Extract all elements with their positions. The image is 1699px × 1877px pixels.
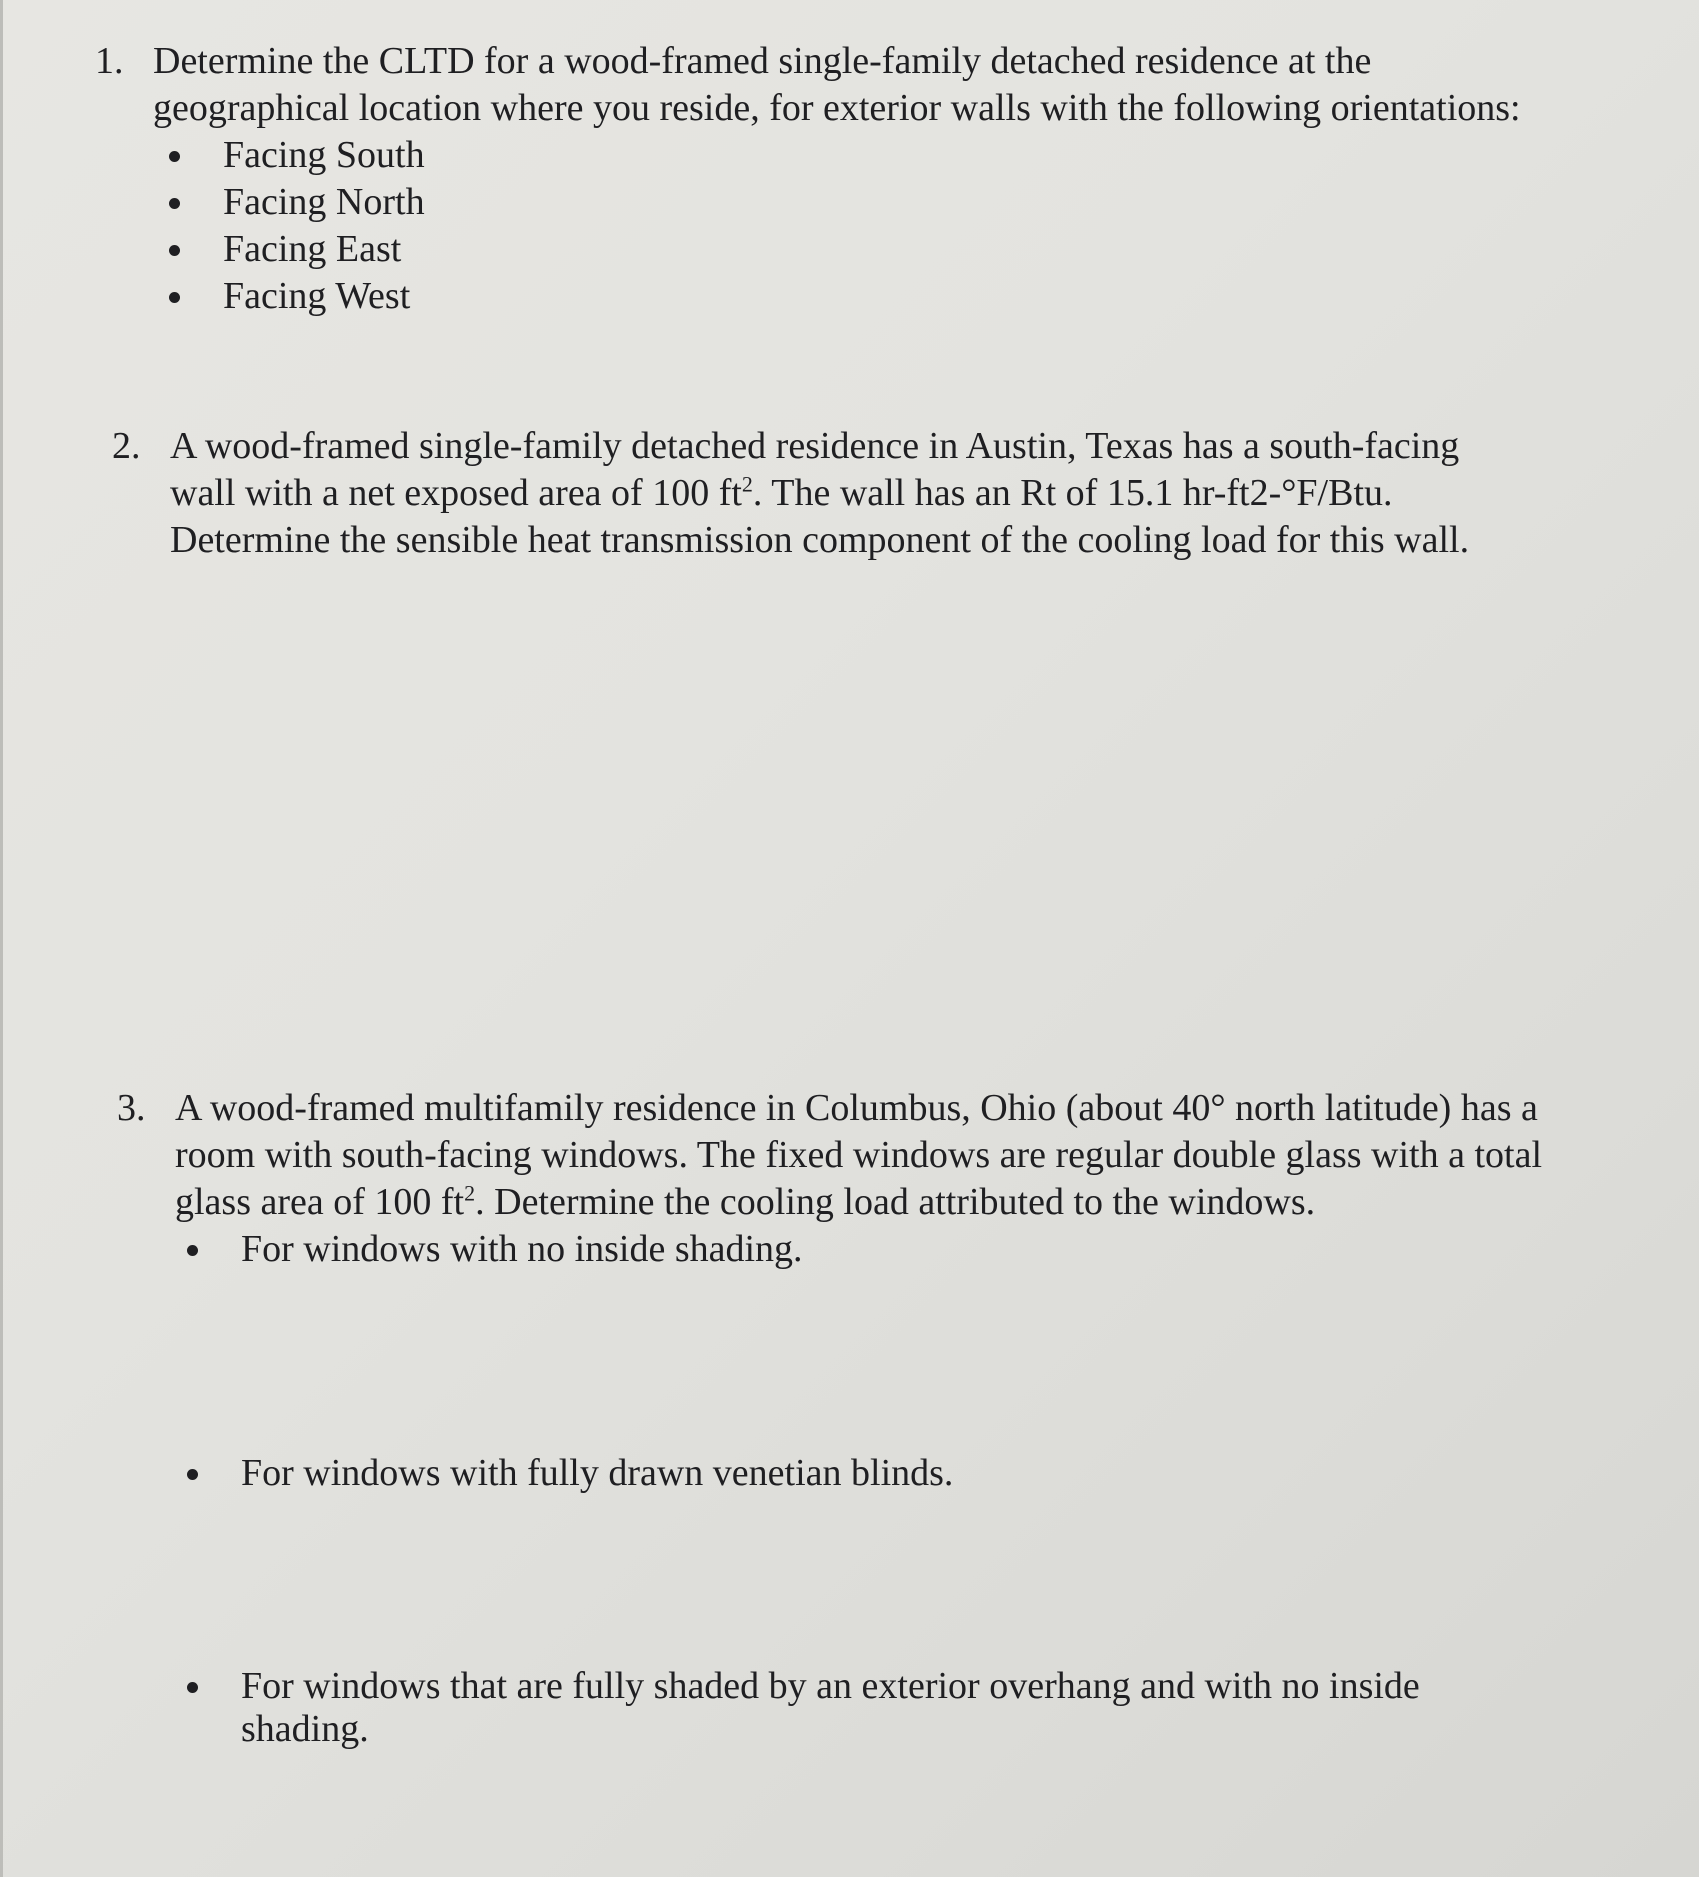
bullet-exterior-overhang-cont: shading. — [241, 1708, 369, 1750]
bullet-dot — [169, 151, 180, 162]
question-1-bullets — [157, 132, 1521, 320]
question-3-line-1: A wood-framed multifamily residence in Columbus, Ohio (about 40° north latitude) has a — [175, 1087, 1538, 1129]
page-edge — [0, 0, 3, 1877]
bullet-dot — [187, 1245, 198, 1256]
question-3-bullets — [175, 1226, 1542, 1753]
bullet-facing-west: Facing West — [157, 273, 1521, 320]
question-2-number: 2. — [112, 425, 141, 467]
question-2-line-1: A wood-framed single-family detached residence in Austin, Texas has a south-facing — [170, 425, 1460, 467]
question-2-line-3: Determine the sensible heat transmission component of the cooling load for this wall. — [170, 519, 1470, 561]
bullet-no-inside-shading: For windows with no inside shading. — [175, 1226, 1542, 1273]
bullet-dot — [169, 198, 180, 209]
question-1-text — [153, 38, 1521, 320]
question-3-line-3: glass area of 100 $ft^2$. Determine the cooling load attributed to the windows. — [175, 1180, 1316, 1223]
question-3-line-2: room with south-facing windows. The fixed windows are regular double glass with a total — [175, 1134, 1543, 1176]
bullet-facing-east: Facing East — [157, 226, 1521, 273]
question-1-line-1: Determine the CLTD for a wood-framed single-family detached residence at the — [153, 40, 1372, 82]
question-2-line-2: wall with a net exposed area of 100 $ft^2$. The wall has an Rt of 15.1 hr-ft2-°F/Btu. — [170, 471, 1393, 514]
bullet-dot — [169, 292, 180, 303]
bullet-dot — [169, 245, 180, 256]
question-1-line-2: geographical location where you reside, for exterior walls with the following orientations: — [153, 87, 1521, 129]
bullet-dot — [187, 1682, 198, 1693]
question-3-text — [175, 1085, 1542, 1753]
question-2-text — [170, 423, 1469, 564]
bullet-facing-south: Facing South — [157, 132, 1521, 179]
bullet-dot — [187, 1469, 198, 1480]
question-3-number: 3. — [117, 1087, 146, 1129]
question-1-number: 1. — [95, 40, 124, 82]
bullet-facing-north: Facing North — [157, 179, 1521, 226]
bullet-venetian-blinds: For windows with fully drawn venetian blinds. — [175, 1450, 1542, 1497]
bullet-exterior-overhang: For windows that are fully shaded by an exterior overhang and with no inside — [175, 1663, 1542, 1710]
